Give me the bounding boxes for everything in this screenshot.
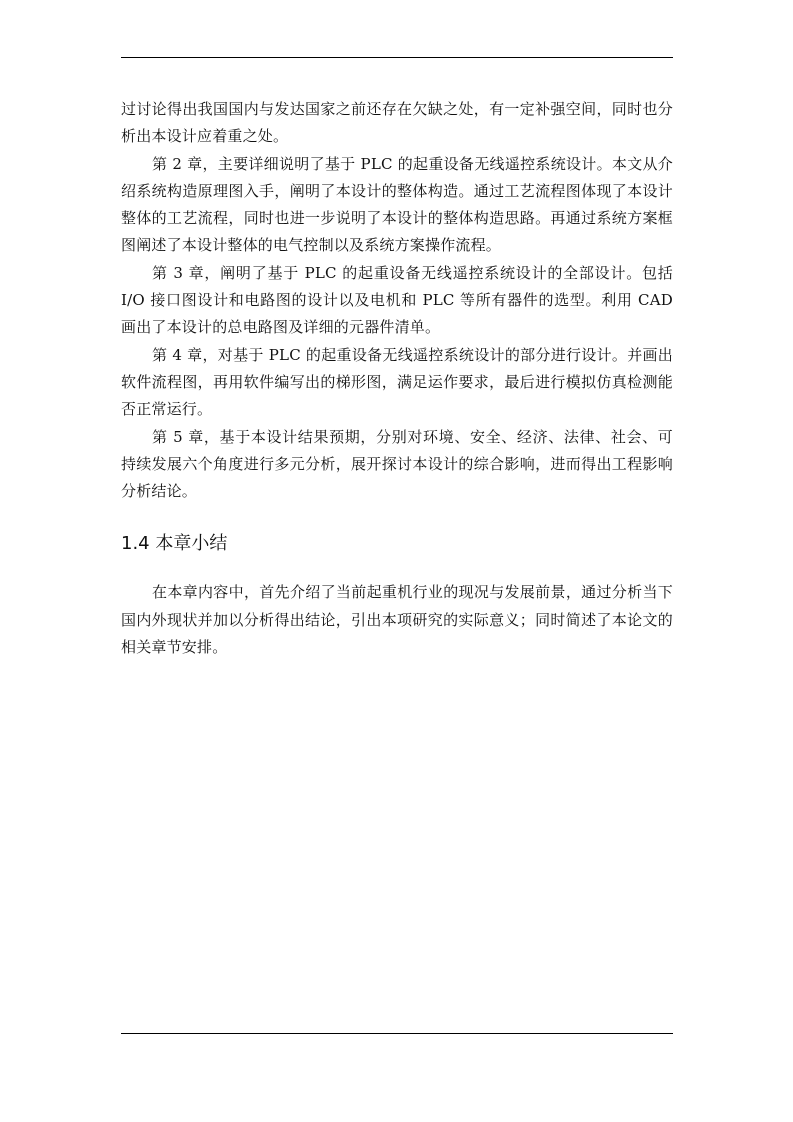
page-body	[121, 96, 673, 661]
paragraph-chapter-4: 第 4 章，对基于 PLC 的起重设备无线遥控系统设计的部分进行设计。并画出软件流程图，再用软件编写出的梯形图，满足运作要求，最后进行模拟仿真检测能否正常运行。	[121, 345, 673, 419]
paragraph-chapter-5: 第 5 章，基于本设计结果预期，分别对环境、安全、经济、法律、社会、可持续发展六个角度进行多元分析，展开探讨本设计的综合影响，进而得出工程影响分析结论。	[121, 427, 673, 501]
paragraph-summary: 在本章内容中，首先介绍了当前起重机行业的现况与发展前景，通过分析当下国内外现状并加以分析得出结论，引出本项研究的实际意义；同时简述了本论文的相关章节安排。	[121, 583, 673, 657]
footer-rule	[121, 1033, 673, 1034]
header-rule	[121, 57, 673, 58]
paragraph-continuation: 过讨论得出我国国内与发达国家之前还存在欠缺之处，有一定补强空间，同时也分析出本设计应着重之处。	[121, 100, 673, 146]
section-heading: 1.4 本章小结	[121, 533, 228, 555]
paragraph-chapter-2: 第 2 章，主要详细说明了基于 PLC 的起重设备无线遥控系统设计。本文从介绍系统构造原理图入手，阐明了本设计的整体构造。通过工艺流程图体现了本设计整体的工艺流程，同时也进一步说明了本设计的整体构造思路。再通过系统方案框图阐述了本设计整体的电气控制以及系统方案操作流程。	[121, 154, 673, 255]
paragraph-chapter-3: 第 3 章，阐明了基于 PLC 的起重设备无线遥控系统设计的全部设计。包括 I/O 接口图设计和电路图的设计以及电机和 PLC 等所有器件的选型。利用 CAD 画出了本设计的总电路图及详细的元器件清单。	[121, 263, 673, 337]
